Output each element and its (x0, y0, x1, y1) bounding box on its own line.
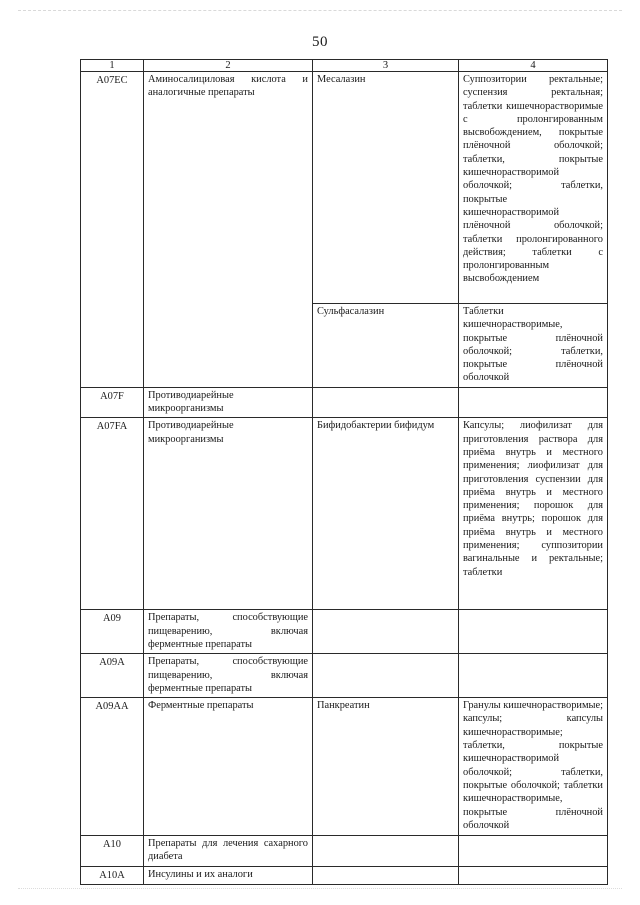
drug-inn: Панкреатин (313, 698, 459, 836)
drug-inn (313, 610, 459, 654)
table-row (81, 866, 608, 884)
header-col-1: 1 (81, 60, 144, 72)
dosage-forms (459, 654, 608, 698)
atc-code: A09AA (81, 698, 144, 836)
table-row (81, 836, 608, 867)
atc-group-name: Противодиарейные микроорганизмы (144, 418, 313, 610)
drug-inn (313, 866, 459, 884)
atc-code: A10 (81, 836, 144, 867)
header-col-2: 2 (144, 60, 313, 72)
atc-code: A07EC (81, 72, 144, 388)
drug-inn: Месалазин (313, 72, 459, 304)
atc-code: A07FA (81, 418, 144, 610)
atc-group-name: Ферментные препараты (144, 698, 313, 836)
header-col-4: 4 (459, 60, 608, 72)
dosage-forms (459, 387, 608, 418)
table-row (81, 72, 608, 304)
atc-group-name: Аминосалициловая кислота и аналогичные препараты (144, 72, 313, 388)
atc-group-name: Препараты, способствующие пищеварению, включая ферментные препараты (144, 610, 313, 654)
dosage-forms: Таблетки кишечнорастворимые, покрытые плёночной оболочкой; таблетки, покрытые плёночной оболочкой (459, 304, 608, 388)
atc-group-name: Препараты для лечения сахарного диабета (144, 836, 313, 867)
drug-inn: Бифидобактерии бифидум (313, 418, 459, 610)
atc-code: A09A (81, 654, 144, 698)
atc-code: A07F (81, 387, 144, 418)
dosage-forms: Суппозитории ректальные; суспензия ректальная; таблетки кишечнорастворимые с пролонгированным высвобождением, покрытые плёночной оболочкой; таблетки, покрытые кишечнорастворимой оболочкой; таблетки, покрытые кишечнорастворимой плёночной оболочкой; таблетки пролонгированного действия; таблетки с пролонгированным высвобождением (459, 72, 608, 304)
scan-edge-top (18, 10, 622, 11)
table-row (81, 698, 608, 836)
header-col-3: 3 (313, 60, 459, 72)
dosage-forms: Гранулы кишечнорастворимые; капсулы; капсулы кишечнорастворимые; таблетки, покрытые кишечнорастворимой оболочкой; таблетки, покрытые оболочкой; таблетки кишечнорастворимые, покрытые плёночной оболочкой (459, 698, 608, 836)
page-number: 50 (312, 34, 328, 50)
table-row (81, 610, 608, 654)
atc-code: A09 (81, 610, 144, 654)
drug-inn: Сульфасалазин (313, 304, 459, 388)
table-row (81, 654, 608, 698)
dosage-forms (459, 866, 608, 884)
drug-inn (313, 654, 459, 698)
dosage-forms (459, 836, 608, 867)
table-row (81, 387, 608, 418)
drug-inn (313, 387, 459, 418)
dosage-forms (459, 610, 608, 654)
dosage-forms: Капсулы; лиофилизат для приготовления раствора для приёма внутрь и местного применения; лиофилизат для приготовления суспензии для приёма внутрь и местного применения; порошок для приёма внутрь; порошок для приёма внутрь и местного применения; суппозитории вагинальные и ректальные; таблетки (459, 418, 608, 610)
atc-code: A10A (81, 866, 144, 884)
atc-group-name: Противодиарейные микроорганизмы (144, 387, 313, 418)
scan-edge-bottom (18, 888, 622, 889)
atc-group-name: Препараты, способствующие пищеварению, включая ферментные препараты (144, 654, 313, 698)
drug-inn (313, 836, 459, 867)
table-row (81, 418, 608, 610)
atc-group-name: Инсулины и их аналоги (144, 866, 313, 884)
header-row (81, 60, 608, 72)
drug-list-table (80, 59, 608, 885)
